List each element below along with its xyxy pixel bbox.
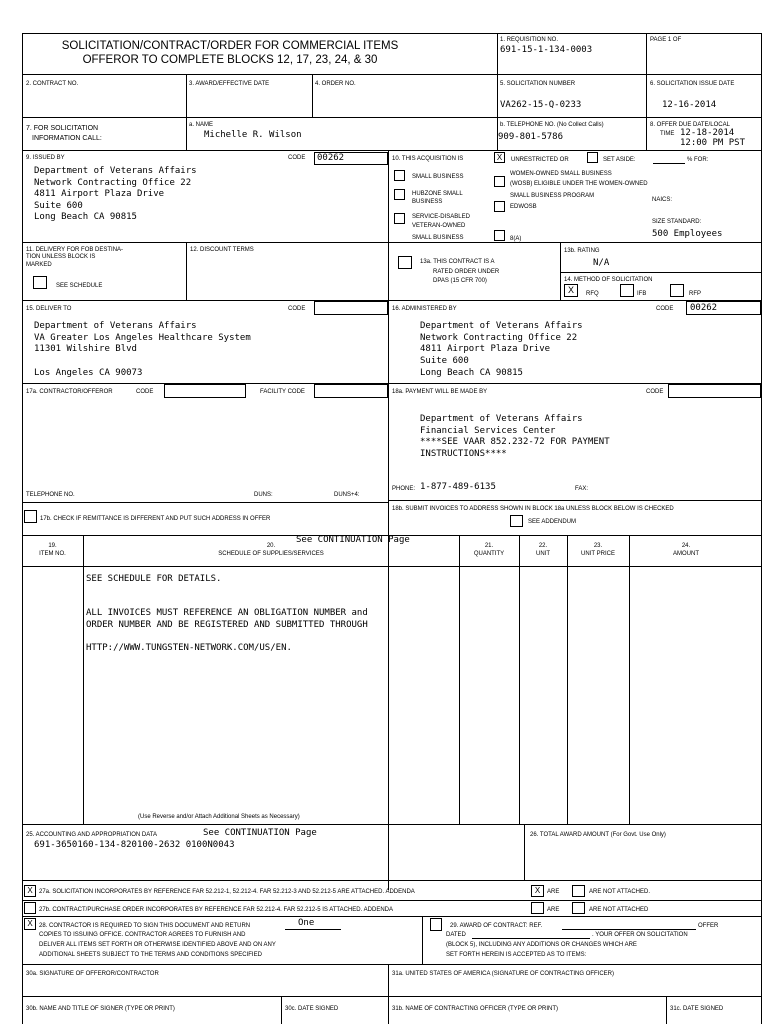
telephone-no-label: TELEPHONE NO. (26, 492, 75, 498)
administered-by-line-2: Network Contracting Office 22 (420, 333, 578, 343)
wosb-label-3: SMALL BUSINESS PROGRAM (510, 193, 595, 199)
clause-28-copies-line (285, 929, 341, 930)
divider (22, 566, 761, 567)
contractor-code-label: CODE (136, 389, 154, 395)
pct-for-label: % FOR: (687, 157, 709, 163)
signature-us-label: 31a. UNITED STATES OF AMERICA (SIGNATURE OF CONTRACTING OFFICER) (392, 971, 615, 977)
divider (560, 272, 761, 273)
contract-no-label: 2. CONTRACT NO. (26, 81, 79, 87)
hubzone-label-2: BUSINESS (412, 199, 443, 205)
accounting-value[interactable]: 691-3650160-134-820100-2632 0100N0043 (34, 840, 235, 850)
sdvosb-label-2: VETERAN-OWNED (412, 223, 466, 229)
divider (388, 500, 761, 501)
set-aside-label: SET ASIDE: (603, 157, 636, 163)
clause-28-copies[interactable]: One (298, 918, 315, 928)
clause-27b-not-checkbox[interactable] (572, 902, 585, 914)
contractor-label: 17a. CONTRACTOR/OFFEROR (26, 389, 113, 395)
solicitation-number-value[interactable]: VA262-15-Q-0233 (500, 100, 582, 110)
schedule-header-1: 20. (266, 543, 276, 549)
clause-27a-checkbox[interactable] (24, 885, 36, 897)
see-addendum-label: SEE ADDENDUM (528, 519, 577, 525)
issued-by-line-2: Network Contracting Office 22 (34, 178, 192, 188)
see-schedule-checkbox[interactable] (33, 276, 47, 289)
wosb-label-2: (WOSB) ELIGIBLE UNDER THE WOMEN-OWNED (510, 181, 648, 187)
divider (22, 502, 388, 503)
offer-due-time[interactable]: 12:00 PM PST (680, 138, 746, 148)
clause-29-line-3: (BLOCK 5), INCLUDING ANY ADDITIONS OR CHANGES WHICH ARE (446, 942, 637, 948)
see-schedule-label: SEE SCHEDULE (56, 283, 103, 289)
divider (22, 74, 761, 75)
schedule-body-line-7: HTTP://WWW.TUNGSTEN-NETWORK.COM/US/EN. (86, 643, 292, 653)
hubzone-checkbox[interactable] (394, 189, 405, 200)
rating-value[interactable]: N/A (593, 258, 610, 268)
divider (560, 242, 561, 300)
remittance-label: 17b. CHECK IF REMITTANCE IS DIFFERENT AND PUT SUCH ADDRESS IN OFFER (40, 516, 271, 522)
deliver-to-code-label: CODE (288, 306, 306, 312)
sdvosb-label-1: SERVICE-DISABLED (412, 214, 470, 220)
payment-fax-label: FAX: (575, 486, 589, 492)
facility-code-field[interactable] (314, 384, 388, 398)
divider (22, 824, 761, 825)
set-aside-pct-line (653, 163, 685, 164)
duns4-label: DUNS+4: (334, 492, 360, 498)
clause-28-line-1: 28. CONTRACTOR IS REQUIRED TO SIGN THIS DOCUMENT AND RETURN (39, 923, 251, 929)
rfq-mark: X (567, 285, 574, 295)
schedule-continuation: See CONTINUATION Page (296, 535, 410, 545)
name-label: a. NAME (189, 122, 214, 128)
clause-29-dated: DATED (446, 932, 466, 938)
issued-by-line-4: Suite 600 (34, 201, 83, 211)
rfp-checkbox[interactable] (670, 284, 684, 297)
signature-offeror-label: 30a. SIGNATURE OF OFFEROR/CONTRACTOR (26, 971, 159, 977)
set-aside-checkbox[interactable] (587, 152, 598, 163)
clause-27b-are-checkbox[interactable] (531, 902, 544, 914)
clause-29-line-1: 29. AWARD OF CONTRACT: REF. (450, 923, 543, 929)
unrestricted-label: UNRESTRICTED OR (511, 157, 569, 163)
deliver-to-line-2: VA Greater Los Angeles Healthcare System (34, 333, 251, 343)
payment-line-2: Financial Services Center (420, 426, 556, 436)
divider (186, 242, 187, 300)
divider (22, 916, 761, 917)
divider (312, 74, 313, 117)
administered-by-code-field[interactable] (686, 301, 761, 315)
payment-line-4: INSTRUCTIONS**** (420, 449, 507, 459)
accounting-label: 25. ACCOUNTING AND APPROPRIATION DATA (26, 832, 158, 838)
divider (186, 117, 187, 150)
telephone-label: b. TELEPHONE NO. (No Collect Calls) (500, 122, 604, 128)
divider (524, 824, 525, 880)
schedule-body-line-1: SEE SCHEDULE FOR DETAILS. (86, 574, 222, 584)
divider (22, 383, 761, 384)
clause-27a-are-label: ARE (547, 889, 560, 895)
signer-date-label: 30c. DATE SIGNED (285, 1006, 339, 1012)
clause-27b-checkbox[interactable] (24, 902, 36, 914)
item-no-header-2: ITEM NO. (39, 551, 66, 557)
item-no-header-1: 19. (48, 543, 57, 549)
quantity-header-1: 21. (484, 543, 494, 549)
duns-label: DUNS: (254, 492, 273, 498)
form-left-border (22, 33, 23, 1024)
rfq-checkbox[interactable] (564, 284, 578, 297)
deliver-to-line-5: Los Angeles CA 90073 (34, 368, 143, 378)
hubzone-label-1: HUBZONE SMALL (412, 191, 463, 197)
rfq-label: RFQ (586, 291, 599, 297)
clause-29-offer: OFFER (698, 923, 719, 929)
administered-by-line-1: Department of Veterans Affairs (420, 321, 583, 331)
administered-by-code-label: CODE (656, 306, 674, 312)
administered-by-line-3: 4811 Airport Plaza Drive (420, 344, 551, 354)
clause-28-line-3: DELIVER ALL ITEMS SET FORTH OR OTHERWISE IDENTIFIED ABOVE AND ON ANY (39, 942, 276, 948)
rated-order-checkbox[interactable] (398, 256, 412, 269)
administered-by-label: 16. ADMINISTERED BY (392, 306, 457, 312)
sdvosb-label-3: SMALL BUSINESS (412, 235, 464, 241)
clause-27a-mark: X (27, 886, 33, 895)
issue-date-value[interactable]: 12-16-2014 (662, 100, 717, 110)
contracting-officer-label: 31b. NAME OF CONTRACTING OFFICER (TYPE OR PRINT) (392, 1006, 559, 1012)
edwosb-label: EDWOSB (510, 204, 537, 210)
clause-29-dated-line (472, 938, 590, 939)
divider (388, 964, 389, 1024)
small-business-checkbox[interactable] (394, 170, 405, 181)
naics-label: NAICS: (652, 197, 673, 203)
accounting-continuation: See CONTINUATION Page (203, 828, 317, 838)
eight-a-checkbox[interactable] (494, 230, 505, 241)
unit-price-header-1: 23. (593, 543, 603, 549)
form-title-line1: SOLICITATION/CONTRACT/ORDER FOR COMMERCIAL ITEMS (61, 40, 399, 52)
schedule-footnote: (Use Reverse and/or Attach Additional Sheets as Necessary) (138, 814, 300, 820)
divider (22, 242, 761, 243)
clause-27b-not-label: ARE NOT ATTACHED (589, 907, 649, 913)
issued-by-code-value: 00262 (317, 153, 345, 163)
edwosb-checkbox[interactable] (494, 201, 505, 212)
signer-name-label: 30b. NAME AND TITLE OF SIGNER (TYPE OR PRINT) (26, 1006, 175, 1012)
facility-code-label: FACILITY CODE (260, 389, 305, 395)
clause-29-checkbox[interactable] (430, 918, 442, 931)
deliver-to-label: 15. DELIVER TO (26, 306, 72, 312)
contractor-code-field[interactable] (164, 384, 246, 398)
clause-27b-label: 27b. CONTRACT/PURCHASE ORDER INCORPORATES BY REFERENCE FAR 52.212-4. FAR 52.212-5 IS ATTACHED. ADDENDA (39, 907, 393, 913)
divider (422, 916, 423, 964)
form-top-border (22, 33, 761, 34)
total-award-label: 26. TOTAL AWARD AMOUNT (For Govt. Use Only) (530, 832, 666, 838)
issued-by-line-1: Department of Veterans Affairs (34, 166, 197, 176)
payment-label: 18a. PAYMENT WILL BE MADE BY (392, 389, 488, 395)
rated-order-label-2: RATED ORDER UNDER (433, 269, 500, 275)
clause-28-line-2: COPIES TO ISSUING OFFICE. CONTRACTOR AGREES TO FURNISH AND (39, 932, 246, 938)
payment-line-3: ****SEE VAAR 852.232-72 FOR PAYMENT (420, 437, 610, 447)
requisition-label: 1. REQUISITION NO. (500, 37, 559, 43)
submit-invoices-label: 18b. SUBMIT INVOICES TO ADDRESS SHOWN IN BLOCK 18a UNLESS BLOCK BELOW IS CHECKED (392, 506, 674, 512)
quantity-header-2: QUANTITY (473, 551, 505, 557)
divider (22, 996, 761, 997)
divider (629, 535, 630, 824)
unrestricted-mark: X (496, 153, 503, 162)
rated-order-label-1: 13a. THIS CONTRACT IS A (420, 259, 495, 265)
issued-by-label: 9. ISSUED BY (26, 155, 65, 161)
unit-price-header-2: UNIT PRICE (581, 551, 615, 557)
remittance-checkbox[interactable] (24, 510, 37, 523)
deliver-to-line-1: Department of Veterans Affairs (34, 321, 197, 331)
delivery-label-1: 11. DELIVERY FOR FOB DESTINA- (26, 247, 124, 253)
issued-by-line-3: 4811 Airport Plaza Drive (34, 189, 165, 199)
clause-28-checkbox[interactable] (24, 918, 36, 930)
clause-27a-are-checkbox[interactable] (531, 885, 544, 897)
administered-by-line-4: Suite 600 (420, 356, 469, 366)
schedule-body-line-5: ORDER NUMBER AND BE REGISTERED AND SUBMITTED THROUGH (86, 620, 368, 630)
administered-by-line-5: Long Beach CA 90815 (420, 368, 523, 378)
clause-27a-are-mark: X (534, 886, 541, 895)
payment-line-1: Department of Veterans Affairs (420, 414, 583, 424)
schedule-body-line-4: ALL INVOICES MUST REFERENCE AN OBLIGATION NUMBER and (86, 608, 368, 618)
method-label: 14. METHOD OF SOLICITATION (564, 277, 653, 283)
addendum-checkbox[interactable] (510, 515, 523, 527)
divider (281, 996, 282, 1024)
clause-28-line-4: ADDITIONAL SHEETS SUBJECT TO THE TERMS AND CONDITIONS SPECIFIED (39, 952, 262, 958)
acquisition-label: 10. THIS ACQUISITION IS (392, 156, 464, 162)
sdvosb-checkbox[interactable] (394, 213, 405, 224)
divider (646, 33, 647, 150)
clause-29-ref-line (562, 929, 696, 930)
issue-date-label: 6. SOLICITATION ISSUE DATE (650, 81, 735, 87)
requisition-value[interactable]: 691-15-1-134-0003 (500, 45, 593, 55)
divider (83, 535, 84, 824)
divider (22, 900, 761, 901)
divider (22, 964, 761, 965)
clause-27a-label: 27a. SOLICITATION INCORPORATES BY REFERENCE FAR 52.212-1, 52.212-4. FAR 52.212-3 AND 52.212-5 ARE ATTACHED. ADDENDA (39, 889, 415, 895)
contracting-date-label: 31c. DATE SIGNED (670, 1006, 724, 1012)
order-no-label: 4. ORDER NO. (315, 81, 356, 87)
divider (519, 535, 520, 824)
deliver-to-code-field[interactable] (314, 301, 388, 315)
name-value[interactable]: Michelle R. Wilson (204, 130, 302, 140)
divider (22, 150, 761, 151)
telephone-value[interactable]: 909-801-5786 (498, 132, 564, 142)
divider (22, 880, 761, 881)
clause-29-line-2: . YOUR OFFER ON SOLICITATION (592, 932, 688, 938)
divider (459, 535, 460, 824)
amount-header-2: AMOUNT (673, 551, 699, 557)
size-standard-value[interactable]: 500 Employees (652, 229, 723, 239)
clause-27a-not-checkbox[interactable] (572, 885, 585, 897)
eight-a-label: 8(A) (510, 236, 522, 242)
delivery-label-2: TION UNLESS BLOCK IS (26, 254, 96, 260)
unit-header-1: 22. (538, 543, 548, 549)
rating-label: 13b. RATING (564, 248, 600, 254)
payment-code-label: CODE (646, 389, 664, 395)
offer-due-label: 8. OFFER DUE DATE/LOCAL (650, 122, 730, 128)
clause-27b-are-label: ARE (547, 907, 560, 913)
offer-due-date[interactable]: 12-18-2014 (680, 128, 735, 138)
payment-code-field[interactable] (668, 384, 761, 398)
info-call-label-2: INFORMATION CALL: (32, 135, 102, 142)
info-call-label-1: 7. FOR SOLICITATION (26, 125, 99, 132)
discount-terms-label: 12. DISCOUNT TERMS (190, 247, 254, 253)
unrestricted-checkbox[interactable] (494, 152, 505, 163)
unit-header-2: UNIT (536, 551, 550, 557)
payment-phone-value[interactable]: 1-877-489-6135 (420, 482, 496, 492)
ifb-checkbox[interactable] (620, 284, 634, 297)
rfp-label: RFP (689, 291, 701, 297)
clause-27a-not-label: ARE NOT ATTACHED. (589, 889, 651, 895)
deliver-to-line-3: 11301 Wilshire Blvd (34, 344, 137, 354)
delivery-label-3: MARKED (26, 262, 52, 268)
time-label: TIME (660, 131, 675, 137)
divider (388, 150, 389, 890)
issued-by-code-label: CODE (288, 155, 306, 161)
form-right-border (761, 33, 762, 1024)
small-business-label: SMALL BUSINESS (412, 174, 464, 180)
form-title-line2: OFFEROR TO COMPLETE BLOCKS 12, 17, 23, 24, & 30 (82, 54, 378, 66)
schedule-header-2: SCHEDULE OF SUPPLIES/SERVICES (218, 551, 324, 557)
wosb-checkbox[interactable] (494, 176, 505, 187)
divider (22, 117, 761, 118)
solicitation-number-label: 5. SOLICITATION NUMBER (500, 81, 576, 87)
issued-by-line-5: Long Beach CA 90815 (34, 212, 137, 222)
divider (666, 996, 667, 1024)
rated-order-label-3: DPAS (15 CFR 700) (433, 278, 487, 284)
divider (186, 74, 187, 117)
page-label: PAGE 1 OF (650, 37, 682, 43)
wosb-label-1: WOMEN-OWNED SMALL BUSINESS (510, 171, 612, 177)
ifb-label: IFB (637, 291, 647, 297)
divider (22, 300, 761, 301)
payment-phone-label: PHONE: (392, 486, 416, 492)
amount-header-1: 24. (681, 543, 691, 549)
administered-by-code-value: 00262 (690, 303, 718, 313)
award-date-label: 3. AWARD/EFFECTIVE DATE (189, 81, 270, 87)
divider (567, 535, 568, 824)
clause-29-line-4: SET FORTH HEREIN IS ACCEPTED AS TO ITEMS: (446, 952, 587, 958)
size-standard-label: SIZE STANDARD: (652, 219, 702, 225)
issued-by-code-field[interactable] (314, 152, 388, 165)
clause-28-mark: X (27, 919, 33, 928)
